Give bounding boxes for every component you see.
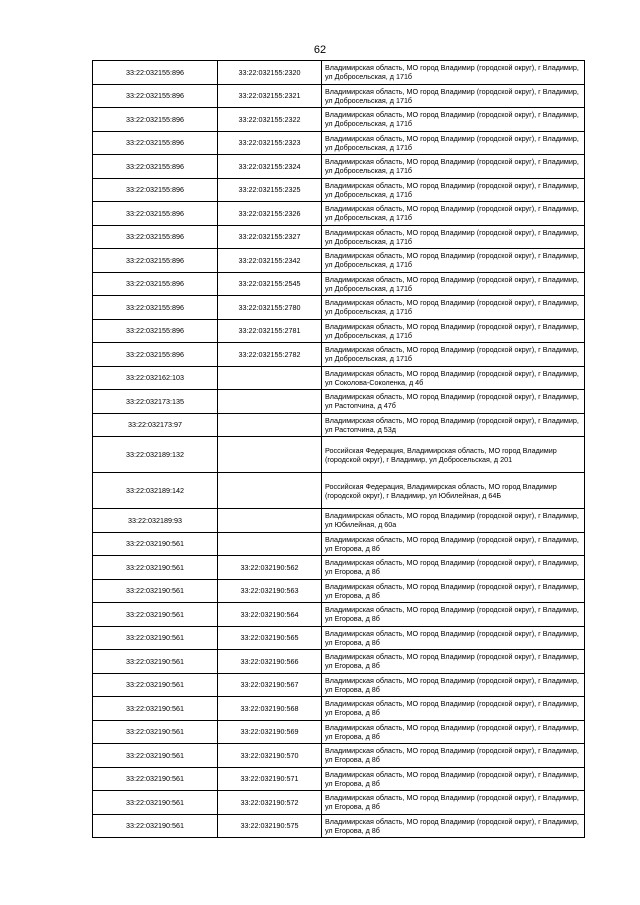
object-cadastral-number-cell: 33:22:032155:2322 [218, 108, 322, 132]
table-row [93, 509, 585, 533]
parcel-cadastral-number-cell: 33:22:032155:896 [93, 296, 218, 320]
parcel-cadastral-number-cell: 33:22:032190:561 [93, 744, 218, 768]
parcel-cadastral-number-cell: 33:22:032190:561 [93, 814, 218, 838]
parcel-cadastral-number-cell: 33:22:032190:561 [93, 626, 218, 650]
table-row [93, 202, 585, 226]
address-cell: Владимирская область, МО город Владимир (городской округ), г Владимир, ул Егорова, д 8б [322, 650, 585, 674]
parcel-cadastral-number-cell: 33:22:032155:896 [93, 61, 218, 85]
object-cadastral-number-cell: 33:22:032155:2782 [218, 343, 322, 367]
table-row [93, 744, 585, 768]
parcel-cadastral-number-cell: 33:22:032155:896 [93, 272, 218, 296]
parcel-cadastral-number-cell: 33:22:032190:561 [93, 720, 218, 744]
parcel-cadastral-number-cell: 33:22:032155:896 [93, 108, 218, 132]
object-cadastral-number-cell: 33:22:032190:563 [218, 579, 322, 603]
parcel-cadastral-number-cell: 33:22:032155:896 [93, 84, 218, 108]
address-cell: Владимирская область, МО город Владимир (городской округ), г Владимир, ул Добросельская, д 171б [322, 272, 585, 296]
address-cell: Владимирская область, МО город Владимир (городской округ), г Владимир, ул Егорова, д 8б [322, 767, 585, 791]
object-cadastral-number-cell: 33:22:032190:564 [218, 603, 322, 627]
parcel-cadastral-number-cell: 33:22:032155:896 [93, 319, 218, 343]
table-row [93, 473, 585, 509]
table-row [93, 437, 585, 473]
parcel-cadastral-number-cell: 33:22:032155:896 [93, 202, 218, 226]
table-row [93, 626, 585, 650]
address-cell: Владимирская область, МО город Владимир (городской округ), г Владимир, ул Добросельская, д 171б [322, 343, 585, 367]
address-cell: Владимирская область, МО город Владимир (городской округ), г Владимир, ул Добросельская, д 171б [322, 296, 585, 320]
address-cell: Владимирская область, МО город Владимир (городской округ), г Владимир, ул Добросельская, д 171б [322, 319, 585, 343]
table-row [93, 343, 585, 367]
address-cell: Владимирская область, МО город Владимир (городской округ), г Владимир, ул Егорова, д 8б [322, 556, 585, 580]
address-cell: Владимирская область, МО город Владимир (городской округ), г Владимир, ул Егорова, д 8б [322, 673, 585, 697]
table-row [93, 61, 585, 85]
object-cadastral-number-cell: 33:22:032190:566 [218, 650, 322, 674]
parcel-cadastral-number-cell: 33:22:032190:561 [93, 556, 218, 580]
object-cadastral-number-cell: 33:22:032190:570 [218, 744, 322, 768]
object-cadastral-number-cell: 33:22:032155:2327 [218, 225, 322, 249]
address-cell: Владимирская область, МО город Владимир (городской округ), г Владимир, ул Егорова, д 8б [322, 603, 585, 627]
parcel-cadastral-number-cell: 33:22:032173:135 [93, 390, 218, 414]
address-cell: Владимирская область, МО город Владимир (городской округ), г Владимир, ул Добросельская, д 171б [322, 155, 585, 179]
address-cell: Владимирская область, МО город Владимир (городской округ), г Владимир, ул Егорова, д 8б [322, 532, 585, 556]
object-cadastral-number-cell: 33:22:032155:2326 [218, 202, 322, 226]
parcel-cadastral-number-cell: 33:22:032190:561 [93, 767, 218, 791]
address-cell: Владимирская область, МО город Владимир (городской округ), г Владимир, ул Егорова, д 8б [322, 720, 585, 744]
object-cadastral-number-cell [218, 473, 322, 509]
address-cell: Владимирская область, МО город Владимир (городской округ), г Владимир, ул Добросельская, д 171б [322, 249, 585, 273]
object-cadastral-number-cell: 33:22:032155:2342 [218, 249, 322, 273]
object-cadastral-number-cell: 33:22:032190:567 [218, 673, 322, 697]
parcel-cadastral-number-cell: 33:22:032190:561 [93, 650, 218, 674]
object-cadastral-number-cell: 33:22:032190:575 [218, 814, 322, 838]
table-row [93, 272, 585, 296]
address-cell: Владимирская область, МО город Владимир (городской округ), г Владимир, ул Добросельская, д 171б [322, 202, 585, 226]
object-cadastral-number-cell: 33:22:032190:568 [218, 697, 322, 721]
object-cadastral-number-cell: 33:22:032190:572 [218, 791, 322, 815]
table-row [93, 532, 585, 556]
address-cell: Владимирская область, МО город Владимир (городской округ), г Владимир, ул Добросельская, д 171б [322, 131, 585, 155]
table-row [93, 791, 585, 815]
address-cell: Владимирская область, МО город Владимир (городской округ), г Владимир, ул Егорова, д 8б [322, 626, 585, 650]
address-cell: Владимирская область, МО город Владимир (городской округ), г Владимир, ул Юбилейная, д 60а [322, 509, 585, 533]
table-row [93, 767, 585, 791]
table-row [93, 579, 585, 603]
address-cell: Владимирская область, МО город Владимир (городской округ), г Владимир, ул Егорова, д 8б [322, 791, 585, 815]
address-cell: Владимирская область, МО город Владимир (городской округ), г Владимир, ул Добросельская, д 171б [322, 225, 585, 249]
table-row [93, 131, 585, 155]
object-cadastral-number-cell [218, 413, 322, 437]
address-cell: Владимирская область, МО город Владимир (городской округ), г Владимир, ул Добросельская, д 171б [322, 61, 585, 85]
object-cadastral-number-cell [218, 390, 322, 414]
registry-table [92, 60, 585, 838]
address-cell: Владимирская область, МО город Владимир (городской округ), г Владимир, ул Егорова, д 8б [322, 814, 585, 838]
object-cadastral-number-cell: 33:22:032155:2324 [218, 155, 322, 179]
parcel-cadastral-number-cell: 33:22:032190:561 [93, 791, 218, 815]
object-cadastral-number-cell: 33:22:032155:2780 [218, 296, 322, 320]
address-cell: Владимирская область, МО город Владимир (городской округ), г Владимир, ул Егорова, д 8б [322, 697, 585, 721]
object-cadastral-number-cell: 33:22:032190:571 [218, 767, 322, 791]
table-row [93, 603, 585, 627]
parcel-cadastral-number-cell: 33:22:032155:896 [93, 178, 218, 202]
table-row [93, 178, 585, 202]
parcel-cadastral-number-cell: 33:22:032190:561 [93, 603, 218, 627]
address-cell: Владимирская область, МО город Владимир (городской округ), г Владимир, ул Добросельская, д 171б [322, 84, 585, 108]
table-row [93, 84, 585, 108]
table-row [93, 319, 585, 343]
address-cell: Владимирская область, МО город Владимир (городской округ), г Владимир, ул Растопчина, д 47б [322, 390, 585, 414]
table-row [93, 720, 585, 744]
parcel-cadastral-number-cell: 33:22:032155:896 [93, 155, 218, 179]
object-cadastral-number-cell: 33:22:032190:562 [218, 556, 322, 580]
parcel-cadastral-number-cell: 33:22:032190:561 [93, 673, 218, 697]
parcel-cadastral-number-cell: 33:22:032190:561 [93, 697, 218, 721]
table-row [93, 225, 585, 249]
table-row [93, 108, 585, 132]
parcel-cadastral-number-cell: 33:22:032155:896 [93, 249, 218, 273]
address-cell: Российская Федерация, Владимирская область, МО город Владимир (городской округ), г Владимир, ул Добросельская, д 201 [322, 437, 585, 473]
table-row [93, 650, 585, 674]
address-cell: Владимирская область, МО город Владимир (городской округ), г Владимир, ул Растопчина, д 53д [322, 413, 585, 437]
table-row [93, 366, 585, 390]
parcel-cadastral-number-cell: 33:22:032155:896 [93, 343, 218, 367]
object-cadastral-number-cell: 33:22:032155:2323 [218, 131, 322, 155]
address-cell: Владимирская область, МО город Владимир (городской округ), г Владимир, ул Соколова-Соколенка, д 4б [322, 366, 585, 390]
object-cadastral-number-cell [218, 509, 322, 533]
table-row [93, 413, 585, 437]
object-cadastral-number-cell: 33:22:032155:2545 [218, 272, 322, 296]
table-row [93, 814, 585, 838]
parcel-cadastral-number-cell: 33:22:032189:142 [93, 473, 218, 509]
object-cadastral-number-cell: 33:22:032190:569 [218, 720, 322, 744]
address-cell: Владимирская область, МО город Владимир (городской округ), г Владимир, ул Добросельская, д 171б [322, 178, 585, 202]
object-cadastral-number-cell: 33:22:032155:2325 [218, 178, 322, 202]
page-number: 62 [313, 44, 327, 56]
table-row [93, 697, 585, 721]
parcel-cadastral-number-cell: 33:22:032189:93 [93, 509, 218, 533]
object-cadastral-number-cell [218, 532, 322, 556]
object-cadastral-number-cell: 33:22:032155:2781 [218, 319, 322, 343]
parcel-cadastral-number-cell: 33:22:032155:896 [93, 225, 218, 249]
address-cell: Российская Федерация, Владимирская область, МО город Владимир (городской округ), г Владимир, ул Юбилейная, д 64Б [322, 473, 585, 509]
registry-table-body [93, 61, 585, 838]
object-cadastral-number-cell: 33:22:032155:2321 [218, 84, 322, 108]
object-cadastral-number-cell [218, 366, 322, 390]
parcel-cadastral-number-cell: 33:22:032173:97 [93, 413, 218, 437]
object-cadastral-number-cell: 33:22:032190:565 [218, 626, 322, 650]
parcel-cadastral-number-cell: 33:22:032190:561 [93, 532, 218, 556]
table-row [93, 155, 585, 179]
object-cadastral-number-cell [218, 437, 322, 473]
parcel-cadastral-number-cell: 33:22:032189:132 [93, 437, 218, 473]
object-cadastral-number-cell: 33:22:032155:2320 [218, 61, 322, 85]
parcel-cadastral-number-cell: 33:22:032190:561 [93, 579, 218, 603]
parcel-cadastral-number-cell: 33:22:032155:896 [93, 131, 218, 155]
table-row [93, 673, 585, 697]
address-cell: Владимирская область, МО город Владимир (городской округ), г Владимир, ул Егорова, д 8б [322, 579, 585, 603]
parcel-cadastral-number-cell: 33:22:032162:103 [93, 366, 218, 390]
table-row [93, 296, 585, 320]
address-cell: Владимирская область, МО город Владимир (городской округ), г Владимир, ул Егорова, д 8б [322, 744, 585, 768]
address-cell: Владимирская область, МО город Владимир (городской округ), г Владимир, ул Добросельская, д 171б [322, 108, 585, 132]
table-row [93, 249, 585, 273]
table-row [93, 390, 585, 414]
table-row [93, 556, 585, 580]
